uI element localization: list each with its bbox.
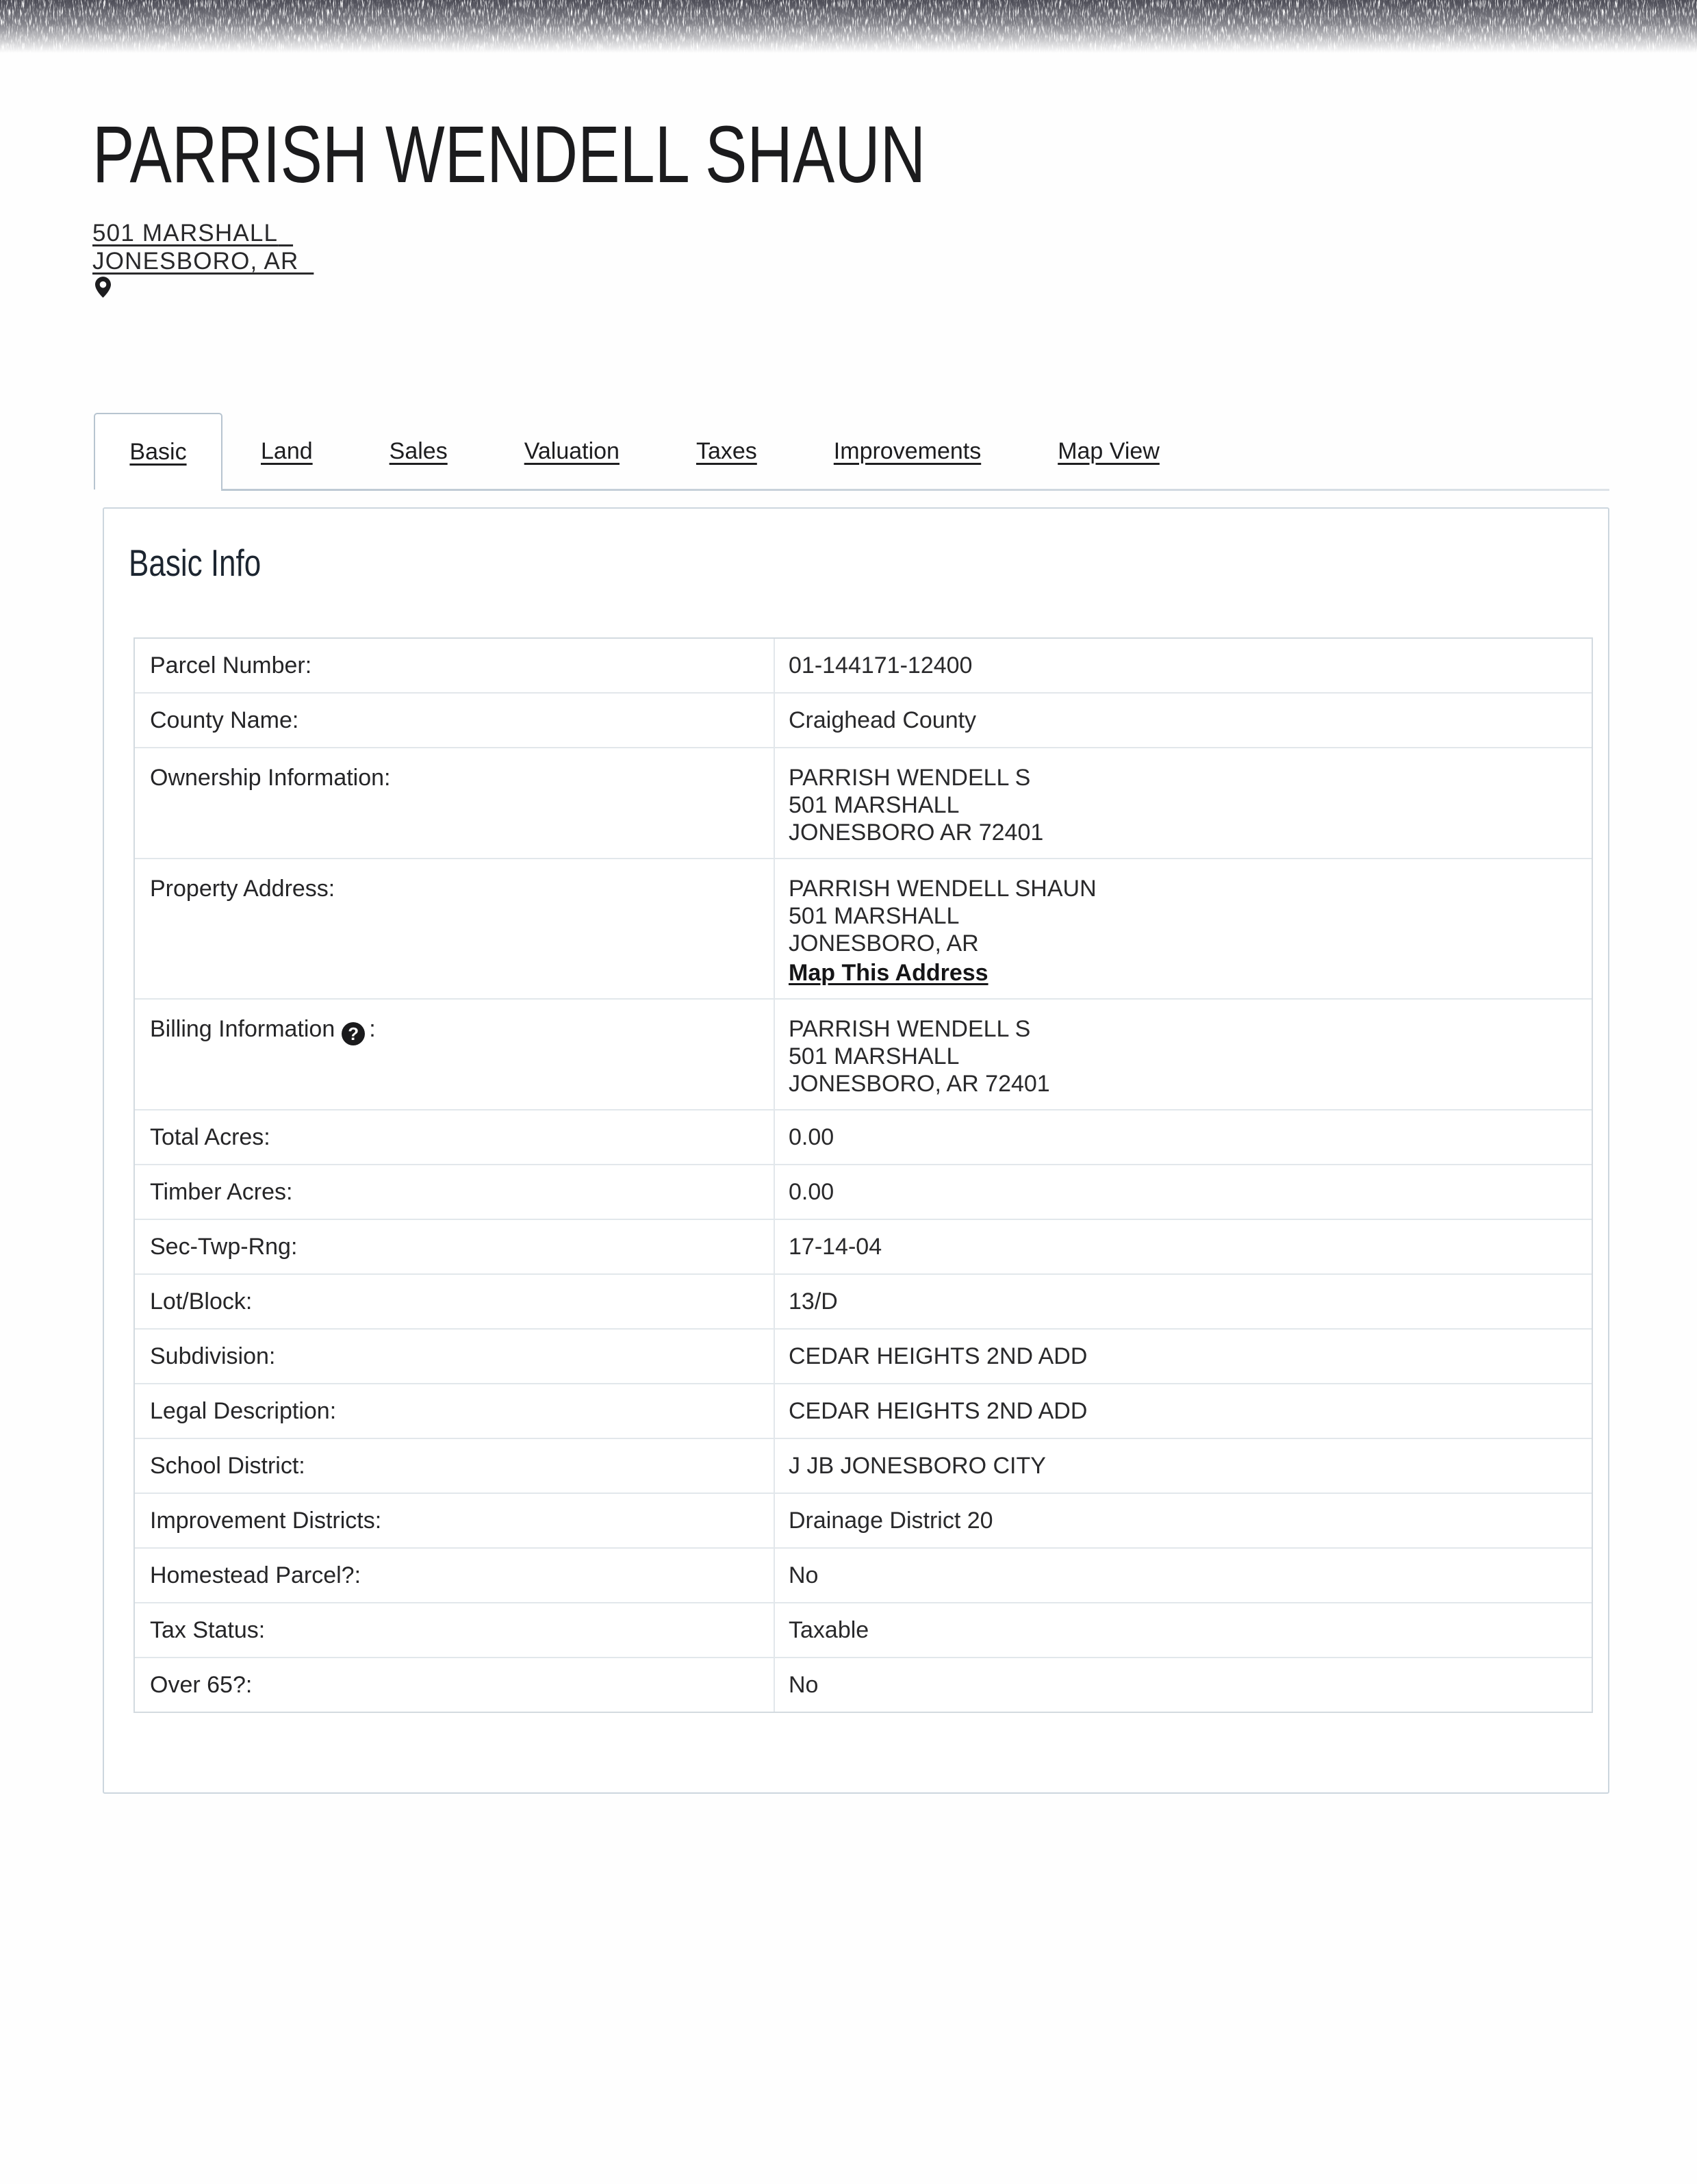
row-value [774, 1658, 1592, 1712]
row-value [774, 748, 1592, 858]
tab-taxes[interactable]: Taxes [696, 437, 757, 464]
value-line: 17-14-04 [789, 1233, 882, 1260]
value-line: JONESBORO, AR [789, 930, 979, 956]
row-value [774, 1220, 1592, 1273]
map-pin-icon[interactable] [95, 277, 111, 298]
row-label: School District: [150, 1452, 305, 1479]
value-line: 0.00 [789, 1178, 834, 1205]
info-table [133, 637, 1593, 1713]
tab-improvements[interactable]: Improvements [833, 437, 982, 464]
table-row [135, 1164, 1592, 1219]
row-label: Over 65?: [150, 1671, 253, 1698]
value-line: 501 MARSHALL [789, 1043, 960, 1069]
table-row [135, 639, 1592, 692]
value-line: No [789, 1671, 819, 1698]
row-label: Timber Acres: [150, 1178, 293, 1205]
row-value [774, 1494, 1592, 1547]
value-line: PARRISH WENDELL S [789, 764, 1031, 791]
row-label: Improvement Districts: [150, 1507, 382, 1534]
table-row [135, 1328, 1592, 1383]
table-row [135, 692, 1592, 747]
basic-info-panel [103, 507, 1609, 1793]
header [0, 0, 1697, 298]
tab-underline [221, 489, 1609, 491]
table-row [135, 1109, 1592, 1164]
row-label: Lot/Block: [150, 1288, 253, 1315]
row-label: Tax Status: [150, 1616, 266, 1643]
panel-heading: Basic Info [129, 542, 261, 585]
value-line: 0.00 [789, 1123, 834, 1150]
row-value [774, 1603, 1592, 1657]
row-label: Total Acres: [150, 1123, 270, 1150]
question-circle-icon[interactable]: ? [342, 1022, 365, 1045]
map-this-address-link[interactable]: Map This Address [789, 959, 988, 986]
row-value [774, 1384, 1592, 1438]
row-label: Property Address: [150, 875, 335, 902]
row-label: Parcel Number: [150, 652, 312, 678]
row-value [774, 1549, 1592, 1602]
value-line: JONESBORO, AR 72401 [789, 1070, 1050, 1097]
value-line: 13/D [789, 1288, 838, 1315]
table-row [135, 1602, 1592, 1657]
row-value [774, 859, 1592, 998]
page-title: PARRISH WENDELL SHAUN [92, 110, 926, 200]
table-row [135, 998, 1592, 1109]
row-label: Ownership Information: [150, 764, 391, 791]
row-label: Sec-Twp-Rng: [150, 1233, 298, 1260]
table-row [135, 1438, 1592, 1493]
value-line: J JB JONESBORO CITY [789, 1452, 1046, 1479]
table-row [135, 1273, 1592, 1328]
tab-land[interactable]: Land [261, 437, 313, 464]
value-line: Craighead County [789, 707, 977, 733]
row-value [774, 694, 1592, 747]
row-value [774, 1110, 1592, 1164]
table-row [135, 747, 1592, 858]
value-line: PARRISH WENDELL S [789, 1015, 1031, 1042]
address-link-street[interactable]: 501 MARSHALL [92, 220, 279, 247]
tab-basic[interactable]: Basic [94, 413, 222, 490]
tab-map-view[interactable]: Map View [1058, 437, 1160, 464]
value-line: JONESBORO AR 72401 [789, 819, 1044, 846]
row-value [774, 1000, 1592, 1109]
row-label: Billing Information ? : [150, 1015, 376, 1044]
table-row [135, 1219, 1592, 1273]
row-value [774, 1275, 1592, 1328]
value-line: Taxable [789, 1616, 869, 1643]
row-value [774, 1330, 1592, 1383]
value-line: Drainage District 20 [789, 1507, 993, 1534]
row-label: Homestead Parcel?: [150, 1562, 361, 1588]
value-line: PARRISH WENDELL SHAUN [789, 875, 1097, 902]
value-line: CEDAR HEIGHTS 2ND ADD [789, 1343, 1088, 1369]
tab-valuation[interactable]: Valuation [524, 437, 620, 464]
value-line: 501 MARSHALL [789, 791, 960, 818]
value-line: No [789, 1562, 819, 1588]
table-row [135, 1657, 1592, 1712]
tab-sales[interactable]: Sales [389, 437, 448, 464]
row-label: County Name: [150, 707, 299, 733]
row-value [774, 639, 1592, 692]
value-line: 01-144171-12400 [789, 652, 973, 678]
row-value [774, 1439, 1592, 1493]
row-label: Legal Description: [150, 1397, 337, 1424]
row-value [774, 1165, 1592, 1219]
table-row [135, 1547, 1592, 1602]
address-block [92, 219, 1697, 298]
table-row [135, 1383, 1592, 1438]
table-row [135, 1493, 1592, 1547]
address-link-city[interactable]: JONESBORO, AR [92, 248, 299, 275]
table-row [135, 858, 1592, 998]
row-label: Subdivision: [150, 1343, 276, 1369]
value-line: CEDAR HEIGHTS 2ND ADD [789, 1397, 1088, 1424]
tab-bar [94, 413, 1609, 490]
value-line: 501 MARSHALL [789, 902, 960, 929]
